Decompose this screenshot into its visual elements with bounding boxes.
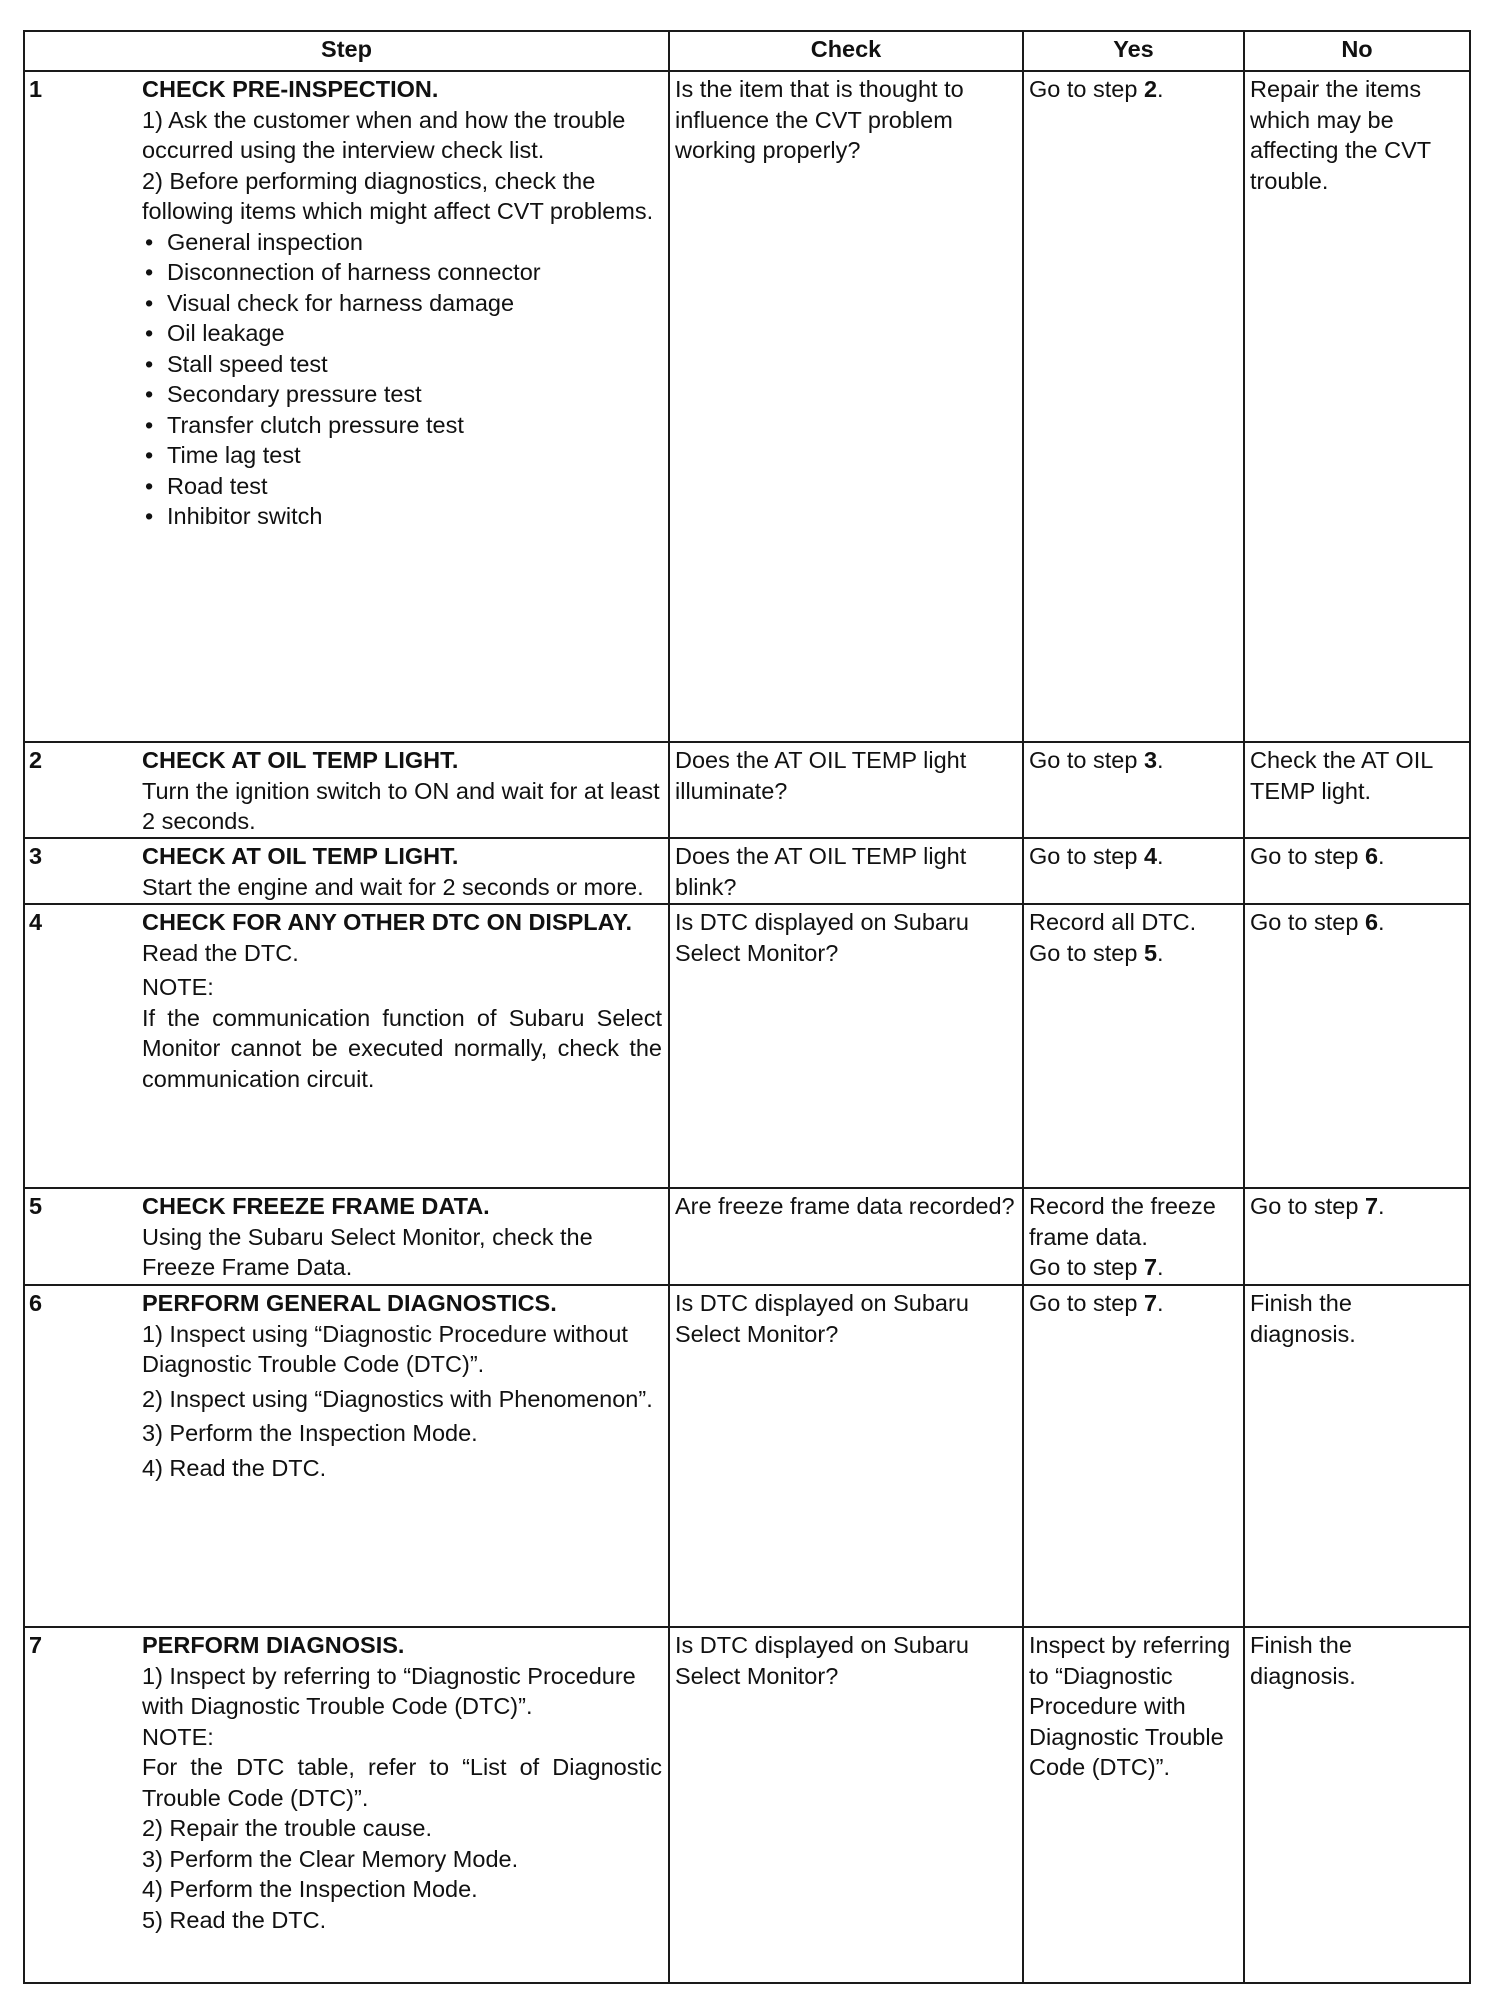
- no-cell: Finish the diagnosis.: [1244, 1627, 1470, 1983]
- check-cell: Does the AT OIL TEMP light blink?: [669, 838, 1023, 904]
- no-cell: [1244, 1188, 1470, 1285]
- checklist-item: • Stall speed test: [142, 349, 662, 380]
- checklist-item: • Secondary pressure test: [142, 379, 662, 410]
- yes-step-number: 5: [1143, 939, 1158, 966]
- yes-cell: [1023, 742, 1244, 838]
- step-instruction: 3) Perform the Clear Memory Mode.: [142, 1845, 519, 1872]
- header-no: No: [1244, 31, 1470, 71]
- checklist-item: • Disconnection of harness connector: [142, 257, 662, 288]
- yes-prefix: Go to step: [1029, 1290, 1144, 1316]
- yes-suffix: .: [1157, 747, 1164, 773]
- yes-step-number: 4: [1143, 843, 1158, 869]
- step-instruction: 2) Inspect using “Diagnostics with Phenomenon”.: [142, 1385, 653, 1412]
- no-cell: Repair the items which may be affecting the CVT trouble.: [1244, 71, 1470, 742]
- header-step: Step: [24, 31, 669, 71]
- checklist-item: • Road test: [142, 471, 662, 502]
- step-number: 3: [24, 838, 142, 904]
- checklist-item: • Transfer clutch pressure test: [142, 410, 662, 441]
- no-cell: Finish the diagnosis.: [1244, 1285, 1470, 1627]
- step-instruction: Turn the ignition switch to ON and wait for at least 2 seconds.: [142, 777, 660, 834]
- no-cell: [1244, 904, 1470, 1188]
- yes-action: Record the freeze frame data.: [1029, 1193, 1216, 1250]
- yes-step-number: 7: [1143, 1254, 1158, 1280]
- no-step-number: 6: [1364, 843, 1379, 869]
- check-cell: Is the item that is thought to influence the CVT problem working properly?: [669, 71, 1023, 742]
- checklist-item: • Oil leakage: [142, 318, 662, 349]
- table-row: [24, 904, 1470, 1188]
- step-title: CHECK FREEZE FRAME DATA.: [142, 1193, 490, 1219]
- step-instruction: Using the Subaru Select Monitor, check the Freeze Frame Data.: [142, 1223, 593, 1280]
- step-number: 5: [24, 1188, 142, 1285]
- step-description: [142, 742, 669, 838]
- no-suffix: .: [1378, 843, 1385, 869]
- diagnostic-table: [23, 30, 1471, 1984]
- yes-prefix: Go to step: [1029, 747, 1144, 773]
- table-row: [24, 742, 1470, 838]
- note-label: NOTE:: [142, 974, 214, 1000]
- step-instruction: 1) Ask the customer when and how the trouble occurred using the interview check list.: [142, 106, 626, 163]
- yes-suffix: .: [1157, 939, 1164, 966]
- no-prefix: Go to step: [1250, 1193, 1365, 1219]
- checklist-item: • General inspection: [142, 227, 662, 258]
- step-number: 2: [24, 742, 142, 838]
- yes-cell: [1023, 71, 1244, 742]
- step-title: CHECK FOR ANY OTHER DTC ON DISPLAY.: [142, 909, 633, 935]
- step-instruction: 4) Read the DTC.: [142, 1454, 327, 1481]
- step-instruction: 4) Perform the Inspection Mode.: [142, 1876, 478, 1902]
- step-description: [142, 1188, 669, 1285]
- step-title: PERFORM DIAGNOSIS.: [142, 1632, 405, 1658]
- step-description: [142, 71, 669, 742]
- header-row: [24, 31, 1470, 71]
- step-instruction: 2) Before performing diagnostics, check the following items which might affect CVT problems.: [142, 167, 654, 224]
- yes-suffix: .: [1157, 1290, 1164, 1316]
- table-row: [24, 71, 1470, 742]
- step-title: CHECK AT OIL TEMP LIGHT.: [142, 747, 459, 773]
- yes-step-number: 3: [1143, 747, 1158, 773]
- note-text: For the DTC table, refer to “List of Diagnostic Trouble Code (DTC)”.: [142, 1754, 662, 1811]
- yes-cell: [1023, 904, 1244, 1188]
- no-prefix: Go to step: [1250, 909, 1365, 935]
- step-title: CHECK PRE-INSPECTION.: [142, 76, 439, 102]
- no-step-number: 6: [1364, 909, 1379, 935]
- no-suffix: .: [1378, 1193, 1385, 1219]
- yes-cell: [1023, 1188, 1244, 1285]
- header-yes: Yes: [1023, 31, 1244, 71]
- step-number: 4: [24, 904, 142, 1188]
- yes-prefix: Go to step: [1029, 1254, 1144, 1280]
- checklist-item: • Inhibitor switch: [142, 501, 662, 532]
- step-description: [142, 904, 669, 1188]
- no-cell: [1244, 838, 1470, 904]
- table-row: [24, 838, 1470, 904]
- step-description: [142, 1627, 669, 1983]
- step-instruction: Read the DTC.: [142, 939, 299, 966]
- yes-suffix: .: [1157, 843, 1164, 869]
- header-check: Check: [669, 31, 1023, 71]
- yes-cell: Inspect by referring to “Diagnostic Procedure with Diagnostic Trouble Code (DTC)”.: [1023, 1627, 1244, 1983]
- yes-cell: [1023, 838, 1244, 904]
- step-number: 1: [24, 71, 142, 742]
- step-description: [142, 838, 669, 904]
- note-text: If the communication function of Subaru Select Monitor cannot be executed normally, check the communication circuit.: [142, 1004, 662, 1092]
- yes-action: Record all DTC.: [1029, 909, 1197, 935]
- yes-step-number: 2: [1143, 76, 1158, 102]
- step-instruction: 2) Repair the trouble cause.: [142, 1815, 432, 1841]
- checklist-item: • Visual check for harness damage: [142, 288, 662, 319]
- step-title: CHECK AT OIL TEMP LIGHT.: [142, 843, 459, 869]
- yes-prefix: Go to step: [1029, 76, 1144, 102]
- step-description: [142, 1285, 669, 1627]
- step-number: 6: [24, 1285, 142, 1627]
- yes-cell: [1023, 1285, 1244, 1627]
- check-cell: Is DTC displayed on Subaru Select Monitor?: [669, 1627, 1023, 1983]
- note-label: NOTE:: [142, 1723, 214, 1750]
- check-cell: Are freeze frame data recorded?: [669, 1188, 1023, 1285]
- step-title: PERFORM GENERAL DIAGNOSTICS.: [142, 1290, 557, 1316]
- no-cell: Check the AT OIL TEMP light.: [1244, 742, 1470, 838]
- check-cell: Is DTC displayed on Subaru Select Monitor?: [669, 904, 1023, 1188]
- yes-prefix: Go to step: [1029, 843, 1144, 869]
- table-row: [24, 1188, 1470, 1285]
- step-instruction: Start the engine and wait for 2 seconds or more.: [142, 873, 644, 900]
- step-instruction: 1) Inspect by referring to “Diagnostic Procedure with Diagnostic Trouble Code (DTC)”.: [142, 1662, 636, 1719]
- no-step-number: 7: [1364, 1193, 1379, 1219]
- yes-suffix: .: [1157, 1254, 1164, 1280]
- step-number: 7: [24, 1627, 142, 1983]
- yes-suffix: .: [1157, 76, 1164, 102]
- step-instruction: 3) Perform the Inspection Mode.: [142, 1420, 478, 1446]
- check-cell: Is DTC displayed on Subaru Select Monitor?: [669, 1285, 1023, 1627]
- check-cell: Does the AT OIL TEMP light illuminate?: [669, 742, 1023, 838]
- no-suffix: .: [1378, 909, 1385, 935]
- yes-prefix: Go to step: [1029, 939, 1144, 966]
- step-instruction: 5) Read the DTC.: [142, 1906, 327, 1933]
- yes-step-number: 7: [1143, 1290, 1158, 1316]
- table-row: [24, 1627, 1470, 1983]
- table-row: [24, 1285, 1470, 1627]
- checklist-item: • Time lag test: [142, 440, 662, 471]
- no-prefix: Go to step: [1250, 843, 1365, 869]
- step-instruction: 1) Inspect using “Diagnostic Procedure without Diagnostic Trouble Code (DTC)”.: [142, 1320, 628, 1377]
